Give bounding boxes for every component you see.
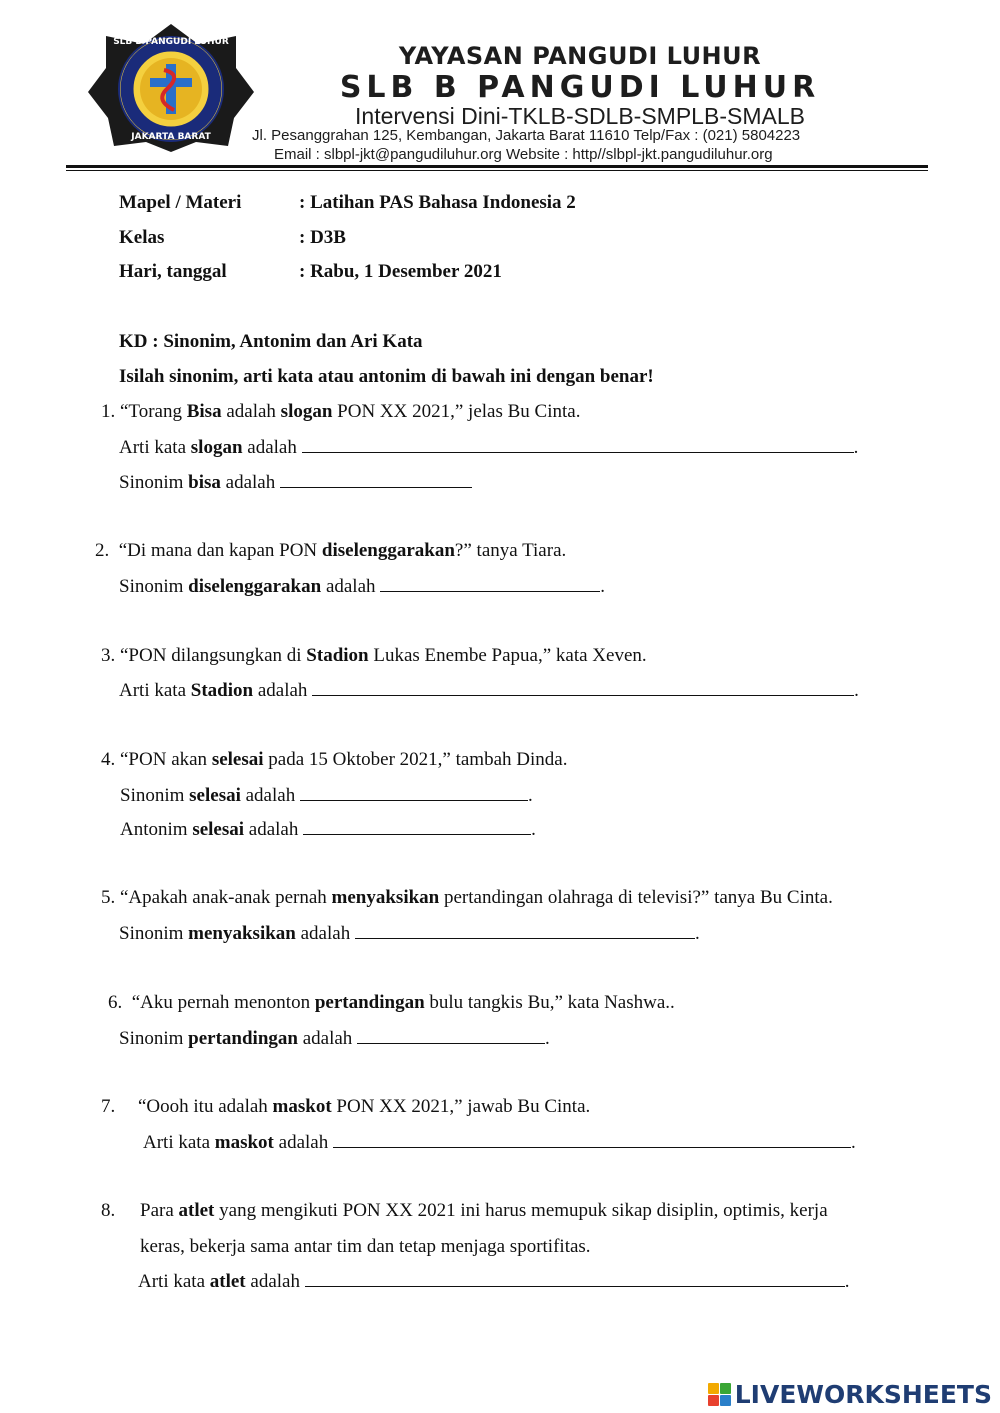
program-levels: Intervensi Dini-TKLB-SDLB-SMPLB-SMALB	[355, 103, 805, 129]
answer-blank[interactable]	[333, 1131, 851, 1148]
answer-row: Sinonim bisa adalah	[119, 471, 472, 494]
question-8-sentence: Para atlet yang mengikuti PON XX 2021 ini harus memupuk sikap disiplin, optimis, kerja	[140, 1200, 828, 1221]
question-7	[101, 1096, 115, 1118]
question-number: 5.	[101, 887, 116, 908]
question-1: 1. “Torang Bisa adalah slogan PON XX 2021,” jelas Bu Cinta.	[101, 401, 581, 422]
question-number: 6.	[108, 992, 123, 1013]
logo-ring-text: SLB B PANGUDI LUHUR	[113, 37, 229, 47]
question-number: 1.	[101, 401, 116, 422]
answer-blank[interactable]	[355, 922, 695, 939]
meta-value-mapel: : Latihan PAS Bahasa Indonesia 2	[299, 192, 576, 213]
liveworksheets-logo[interactable]	[708, 1377, 992, 1411]
answer-row: Sinonim menyaksikan adalah .	[119, 923, 700, 944]
meta-value-tanggal: : Rabu, 1 Desember 2021	[299, 261, 502, 282]
answer-blank[interactable]	[357, 1027, 545, 1044]
answer-blank[interactable]	[312, 679, 854, 696]
answer-row: Arti kata atlet adalah .	[138, 1271, 850, 1292]
instruction: Isilah sinonim, arti kata atau antonim di bawah ini dengan benar!	[119, 366, 654, 387]
question-8	[101, 1200, 115, 1222]
question-number: 3.	[101, 645, 116, 666]
question-3: 3. “PON dilangsungkan di Stadion Lukas Enembe Papua,” kata Xeven.	[101, 645, 647, 666]
answer-blank[interactable]	[380, 575, 600, 592]
answer-row: Arti kata Stadion adalah .	[119, 680, 859, 701]
answer-blank[interactable]	[305, 1270, 845, 1287]
answer-row: Arti kata slogan adalah .	[119, 437, 859, 458]
question-5: 5. “Apakah anak-anak pernah menyaksikan pertandingan olahraga di televisi?” tanya Bu Cinta.	[101, 887, 833, 908]
meta-label-kelas: Kelas	[119, 227, 165, 248]
answer-row: Sinonim selesai adalah .	[120, 785, 533, 806]
school-contact: Email : slbpl-jkt@pangudiluhur.org Website : http//slbpl-jkt.pangudiluhur.org	[274, 146, 773, 163]
liveworksheets-wordmark: LIVEWORKSHEETS	[734, 1379, 992, 1409]
question-7-sentence: “Oooh itu adalah maskot PON XX 2021,” jawab Bu Cinta.	[138, 1096, 591, 1117]
question-8-sentence-cont: keras, bekerja sama antar tim dan tetap menjaga sportifitas.	[140, 1236, 591, 1257]
kd-heading: KD : Sinonim, Antonim dan Ari Kata	[119, 331, 423, 352]
answer-row: Antonim selesai adalah .	[120, 819, 536, 840]
question-number: 4.	[101, 749, 116, 770]
logo-bottom-text: JAKARTA BARAT	[131, 132, 211, 142]
liveworksheets-grid-icon	[708, 1383, 731, 1406]
answer-blank[interactable]	[280, 471, 472, 488]
question-2: 2. “Di mana dan kapan PON diselenggarakan?” tanya Tiara.	[95, 540, 567, 561]
meta-value-kelas: : D3B	[299, 227, 346, 248]
question-6: 6. “Aku pernah menonton pertandingan bulu tangkis Bu,” kata Nashwa..	[108, 992, 675, 1013]
answer-blank[interactable]	[302, 436, 854, 453]
question-number: 2.	[95, 540, 110, 561]
header-divider-thick	[66, 165, 928, 168]
meta-label-tanggal: Hari, tanggal	[119, 261, 227, 282]
header-divider-thin	[66, 170, 928, 171]
question-number: 7.	[101, 1096, 116, 1117]
question-number: 8.	[101, 1200, 116, 1221]
yayasan-name: YAYASAN PANGUDI LUHUR	[398, 42, 762, 70]
meta-label-mapel: Mapel / Materi	[119, 192, 242, 213]
question-4: 4. “PON akan selesai pada 15 Oktober 2021,” tambah Dinda.	[101, 749, 568, 770]
school-name: SLB B PANGUDI LUHUR	[339, 70, 821, 105]
answer-row: Arti kata maskot adalah .	[143, 1132, 856, 1153]
answer-blank[interactable]	[300, 784, 528, 801]
answer-blank[interactable]	[303, 818, 531, 835]
school-logo	[86, 22, 256, 152]
school-address: Jl. Pesanggrahan 125, Kembangan, Jakarta Barat 11610 Telp/Fax : (021) 5804223	[252, 127, 801, 144]
answer-row: Sinonim diselenggarakan adalah .	[119, 576, 606, 597]
answer-row: Sinonim pertandingan adalah .	[119, 1028, 550, 1049]
